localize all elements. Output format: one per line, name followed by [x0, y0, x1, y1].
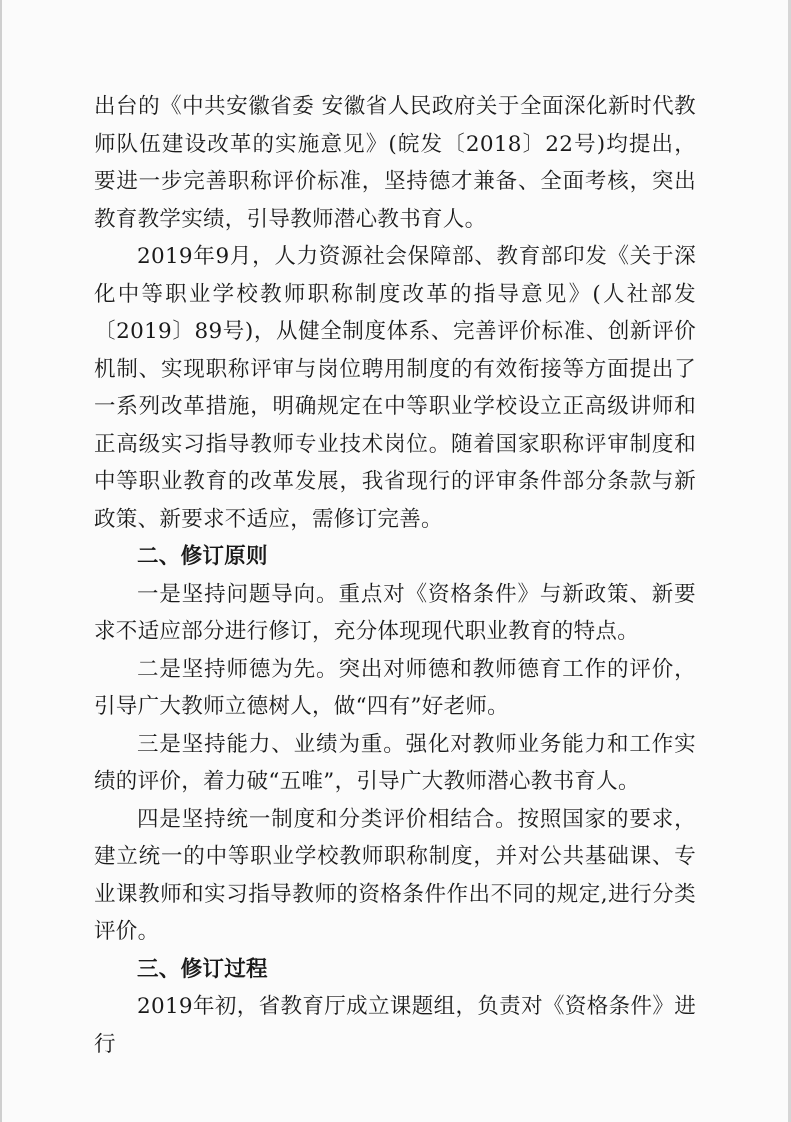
paragraph-process-start: 2019年初，省教育厅成立课题组，负责对《资格条件》进行 — [94, 994, 696, 1057]
paragraph-principle-1: 一是坚持问题导向。重点对《资格条件》与新政策、新要求不适应部分进行修订，充分体现现代职业教育的特点。 — [94, 581, 696, 644]
document-body — [94, 88, 696, 1063]
section-heading-process: 三、修订过程 — [137, 956, 268, 982]
page-edge-left — [0, 0, 2, 1122]
section-heading-principles: 二、修订原则 — [137, 544, 268, 569]
paragraph-principle-2: 二是坚持师德为先。突出对师德和教师德育工作的评价，引导广大教师立德树人，做“四有”好老师。 — [94, 656, 696, 719]
paragraph-principle-3: 三是坚持能力、业绩为重。强化对教师业务能力和工作实绩的评价，着力破“五唯”，引导广大教师潜心教书育人。 — [94, 731, 696, 794]
paragraph-2019-guidance: 2019年9月，人力资源社会保障部、教育部印发《关于深化中等职业学校教师职称制度改革的指导意见》(人社部发〔2019〕89号)，从健全制度体系、完善评价标准、创新评价机制、实现职称评审与岗位聘用制度的有效衔接等方面提出了一系列改革措施，明确规定在中等职业学校设立正高级讲师和正高级实习指导教师专业技术岗位。随着国家职称评审制度和中等职业教育的改革发展，我省现行的评审条件部分条款与新政策、新要求不适应，需修订完善。 — [94, 244, 696, 532]
paragraph-policy-intro: 出台的《中共安徽省委 安徽省人民政府关于全面深化新时代教师队伍建设改革的实施意见》(皖发〔2018〕22号)均提出，要进一步完善职称评价标准，坚持德才兼备、全面考核，突出教育教学实绩，引导教师潜心教书育人。 — [94, 94, 696, 232]
paragraph-principle-4: 四是坚持统一制度和分类评价相结合。按照国家的要求，建立统一的中等职业学校教师职称制度，并对公共基础课、专业课教师和实习指导教师的资格条件作出不同的规定,进行分类评价。 — [94, 806, 696, 944]
